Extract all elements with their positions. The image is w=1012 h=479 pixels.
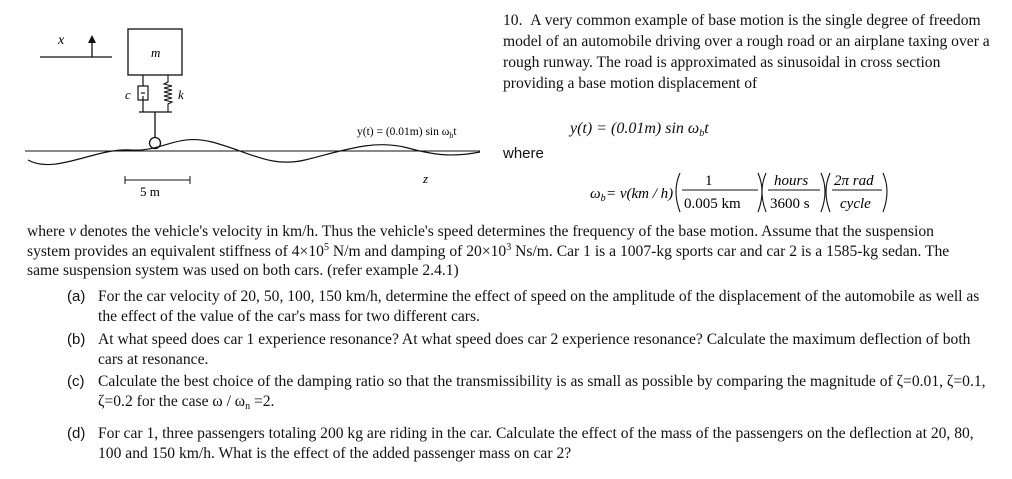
problem-number: 10.	[503, 12, 523, 29]
frequency-lhs	[590, 186, 606, 204]
road-equation-sub: b	[449, 131, 454, 140]
desc-part-4: Ns/m. Car 1 is a 1007-kg sports car and car 2 is a 1585-kg sedan. The same suspension system was used on both cars. (refer example 2.4.1)	[27, 242, 950, 279]
wavelength-label: 5 m	[140, 184, 160, 199]
desc-part-1: where	[27, 223, 69, 240]
part-d	[67, 424, 990, 463]
part-a-text: For the car velocity of 20, 50, 100, 150 km/h, determine the effect of speed on the amplitude of the displacement of the automobile as well as the effect of the value of the car's mass for two different cars.	[98, 288, 980, 325]
quarter-car-diagram	[0, 0, 480, 210]
frequency-eq-velocity: = v(km / h)	[606, 186, 674, 202]
part-d-text: For car 1, three passengers totaling 200 kg are riding in the car. Calculate the effect of the mass of the passengers on the deflection at 20, 80, 100 and 150 km/h. What is the effect of the added passenger mass on car 2?	[98, 425, 974, 462]
fraction2-denominator: 3600 s	[770, 196, 810, 212]
spring-label: k	[178, 87, 184, 102]
desc-part-2: denotes the vehicle's velocity in km/h. Thus the vehicle's speed determines the frequency of the base motion. Assume that the suspension system provides an equivalent stiffness of 4×10	[27, 223, 934, 260]
damper-label: c	[125, 87, 131, 102]
part-b	[67, 330, 990, 369]
problem-intro-text: A very common example of base motion is the single degree of freedom model of an automobile driving over a rough road or an airplane taxing over a rough runway. The road is approximated as sinusoidal in cross section providing a base motion displacement of	[503, 12, 990, 92]
part-c-text-b: =2.	[250, 392, 275, 410]
desc-sup-5: 5	[323, 241, 329, 253]
road-equation-end: t	[453, 126, 457, 138]
part-b-text: At what speed does car 1 experience resonance? At what speed does car 2 experience resonance? Calculate the maximum deflection of both cars at resonance.	[98, 331, 971, 368]
displacement-equation-sub: b	[699, 128, 705, 139]
fraction3-left-paren	[826, 173, 830, 212]
where-label: where	[503, 145, 544, 162]
frequency-lhs-symbol: ω	[590, 186, 601, 202]
mass-label: m	[151, 45, 161, 60]
road-equation-main: y(t) = (0.01m) sin ω	[357, 126, 450, 138]
fraction3-denominator: cycle	[840, 196, 871, 212]
part-b-label: (b)	[67, 331, 86, 348]
damper	[138, 75, 148, 112]
part-c	[67, 372, 990, 412]
part-a-label: (a)	[67, 288, 86, 305]
displacement-equation-main: y(t) = (0.01m) sin ω	[570, 120, 700, 137]
part-c-text	[70, 372, 990, 411]
z-label: z	[423, 171, 429, 186]
frequency-lhs-sub: b	[600, 193, 606, 204]
part-c-label: (c)	[67, 373, 85, 390]
fraction1-right-paren	[758, 173, 762, 212]
displacement-equation	[570, 120, 709, 138]
fraction1-left-paren	[676, 173, 680, 212]
road-profile	[28, 140, 480, 165]
part-d-label: (d)	[67, 425, 86, 442]
part-a	[67, 287, 990, 326]
desc-sup-3: 3	[506, 241, 512, 253]
fraction2-left-paren	[762, 173, 766, 212]
desc-part-3: N/m and damping of 20×10	[328, 242, 507, 260]
road-equation	[357, 126, 457, 140]
frequency-equation	[590, 168, 890, 216]
problem-description	[27, 222, 977, 281]
fraction2-numerator: hours	[774, 173, 809, 189]
part-c-text-sub: n	[245, 400, 251, 412]
x-arrow-head	[88, 35, 96, 43]
problem-intro	[503, 10, 993, 94]
desc-v: v	[69, 223, 76, 240]
displacement-equation-end: t	[704, 120, 709, 137]
fraction1-denominator: 0.005 km	[684, 196, 741, 212]
part-c-text-a: Calculate the best choice of the damping ratio so that the transmissibility is as small as possible by comparing the magnitude of ζ=0.01, ζ=0.1, ζ=0.2 for the case ω / ω	[98, 373, 986, 410]
fraction1-numerator: 1	[705, 173, 713, 189]
fraction2-right-paren	[821, 173, 825, 212]
spring	[164, 75, 172, 112]
fraction3-right-paren	[883, 173, 887, 212]
fraction3-numerator: 2π rad	[834, 173, 874, 189]
x-label: x	[58, 33, 65, 48]
